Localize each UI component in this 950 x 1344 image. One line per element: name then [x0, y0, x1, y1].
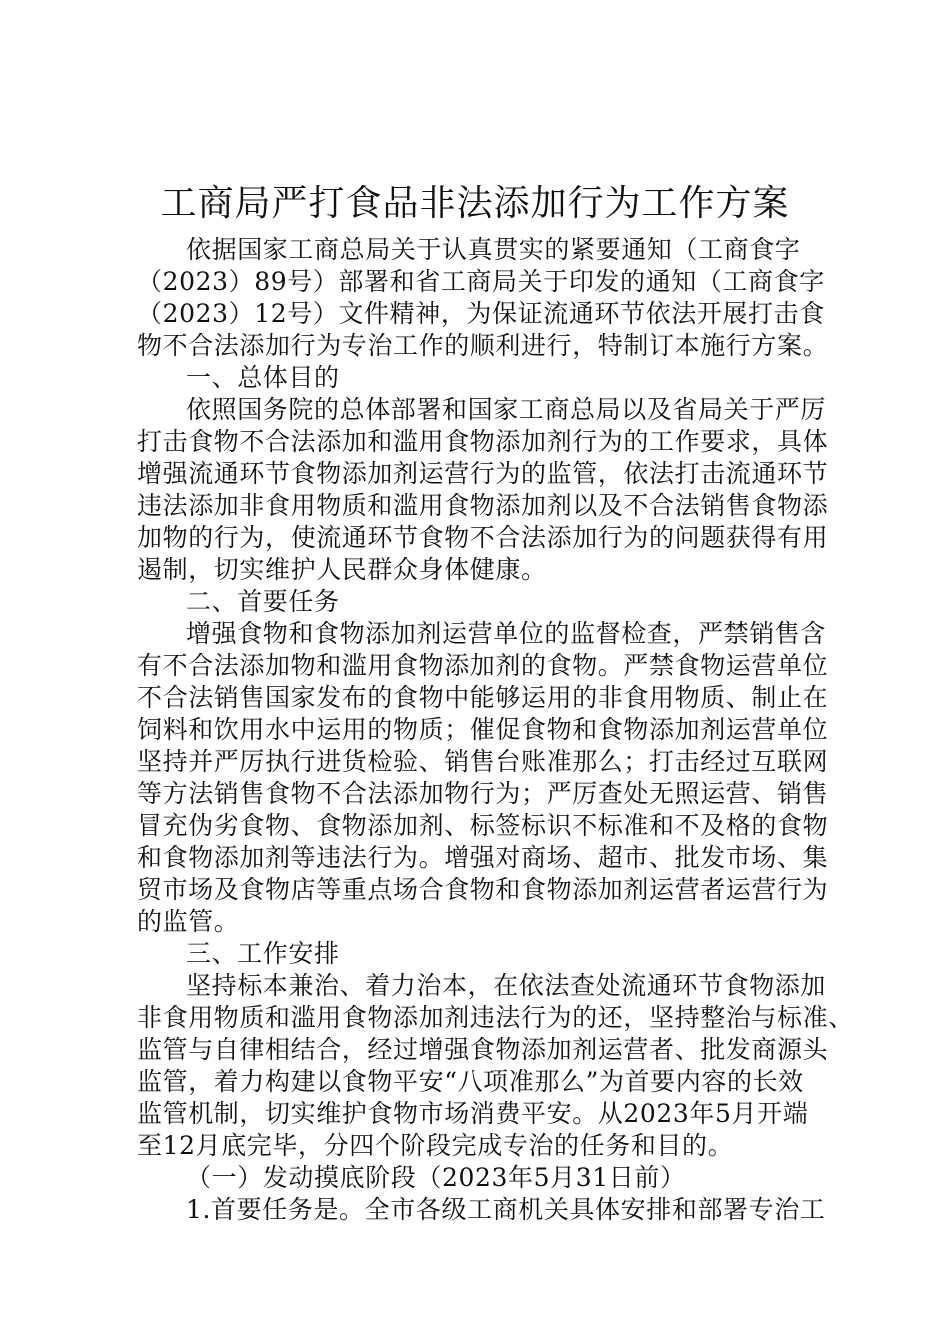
paragraph-line: 加物的行为，使流通环节食物不合法添加行为的问题获得有用 — [137, 523, 829, 552]
section-heading: 一、总体目的 — [186, 363, 340, 392]
paragraph-line: 坚持并严厉执行进货检验、销售台账准那么；打击经过互联网 — [137, 747, 829, 776]
paragraph-line: 坚持标本兼治、着力治本，在依法查处流通环节食物添加 — [186, 971, 827, 1000]
paragraph-line: 贸市场及食物店等重点场合食物和食物添加剂运营者运营行为 — [137, 875, 829, 904]
paragraph-line: 增强食物和食物添加剂运营单位的监督检查，严禁销售含 — [186, 619, 827, 648]
paragraph-line: 监管与自律相结合，经过增强食物添加剂运营者、批发商源头 — [137, 1035, 829, 1064]
paragraph-line: 增强流通环节食物添加剂运营行为的监管，依法打击流通环节 — [137, 459, 829, 488]
paragraph-line: 依照国务院的总体部署和国家工商总局以及省局关于严厉 — [186, 395, 827, 424]
paragraph-line: 饲料和饮用水中运用的物质；催促食物和食物添加剂运营单位 — [137, 715, 829, 744]
paragraph-line: 至12月底完毕，分四个阶段完成专治的任务和目的。 — [137, 1131, 734, 1160]
paragraph-line: 监管机制，切实维护食物市场消费平安。从2023年5月开端 — [137, 1099, 809, 1128]
paragraph-line: 1.首要任务是。全市各级工商机关具体安排和部署专治工 — [186, 1195, 826, 1224]
paragraph-line: 的监管。 — [137, 907, 240, 936]
paragraph-line: 物不合法添加行为专治工作的顺利进行，特制订本施行方案。 — [137, 331, 829, 360]
document-title: 工商局严打食品非法添加行为工作方案 — [160, 183, 790, 224]
paragraph-line: 非食用物质和滥用食物添加剂违法行为的还，坚持整治与标准、 — [137, 1003, 854, 1032]
paragraph-line: 遏制，切实维护人民群众身体健康。 — [137, 555, 547, 584]
section-heading: 二、首要任务 — [186, 587, 340, 616]
paragraph-line: （2023）89号）部署和省工商局关于印发的通知（工商食字 — [137, 267, 825, 296]
paragraph-line: 冒充伪劣食物、食物添加剂、标签标识不标准和不及格的食物 — [137, 811, 829, 840]
subsection-heading: （一）发动摸底阶段（2023年5月31日前） — [186, 1163, 686, 1192]
paragraph-line: 打击食物不合法添加和滥用食物添加剂行为的工作要求，具体 — [137, 427, 829, 456]
paragraph-line: （2023）12号）文件精神，为保证流通环节依法开展打击食 — [137, 299, 825, 328]
paragraph-line: 等方法销售食物不合法添加物行为；严厉查处无照运营、销售 — [137, 779, 829, 808]
paragraph-line: 不合法销售国家发布的食物中能够运用的非食用物质、制止在 — [137, 683, 829, 712]
section-heading: 三、工作安排 — [186, 939, 340, 968]
paragraph-line: 依据国家工商总局关于认真贯实的紧要通知（工商食字 — [186, 235, 801, 264]
paragraph-line: 监管，着力构建以食物平安“八项准那么”为首要内容的长效 — [137, 1067, 804, 1096]
paragraph-line: 违法添加非食用物质和滥用食物添加剂以及不合法销售食物添 — [137, 491, 829, 520]
paragraph-line: 和食物添加剂等违法行为。增强对商场、超市、批发市场、集 — [137, 843, 829, 872]
paragraph-line: 有不合法添加物和滥用食物添加剂的食物。严禁食物运营单位 — [137, 651, 829, 680]
